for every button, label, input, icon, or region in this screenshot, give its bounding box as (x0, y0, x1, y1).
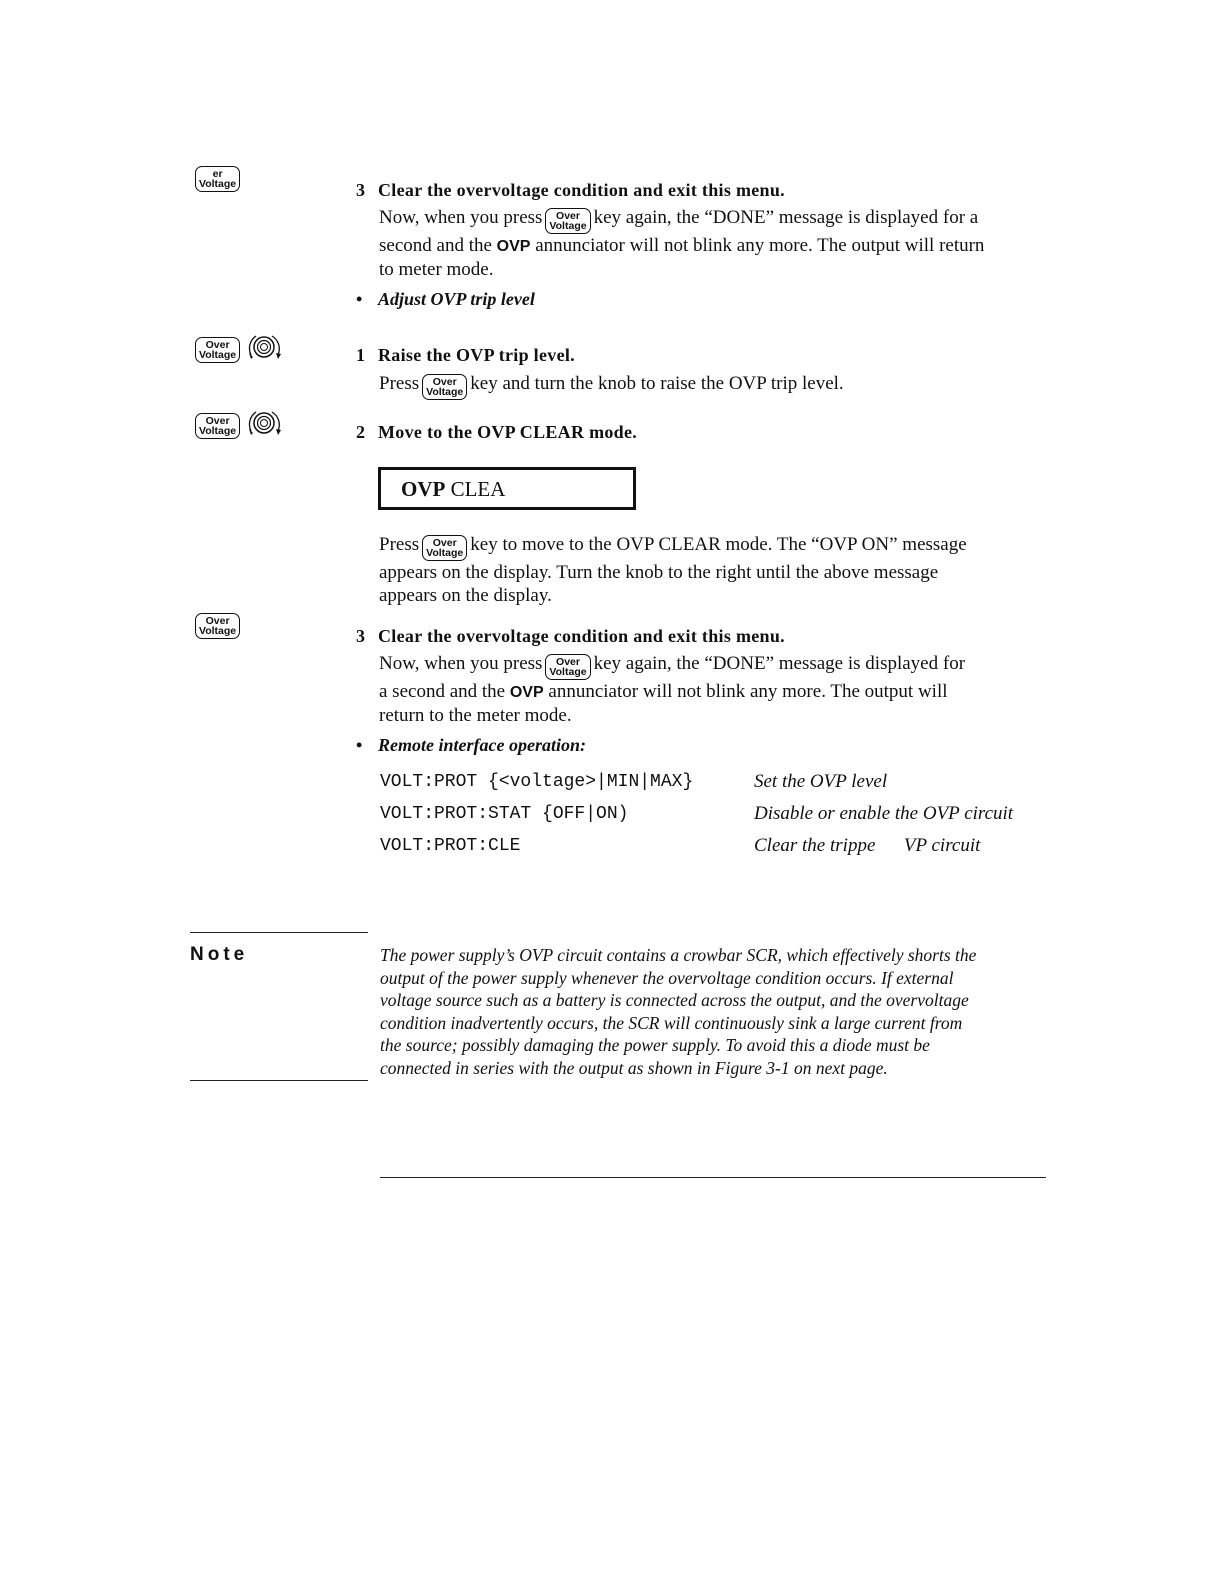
over-voltage-key-icon: Over Voltage (545, 654, 590, 680)
over-voltage-key-icon: Over Voltage (422, 535, 467, 561)
note-label: Note (190, 944, 249, 965)
over-voltage-key-icon: Over Voltage (195, 337, 240, 363)
note-bottom-rule (190, 1080, 368, 1081)
rotary-knob-icon (244, 333, 286, 363)
command-syntax: VOLT:PROT:CLE (380, 836, 521, 856)
over-voltage-key-icon: Over Voltage (545, 208, 590, 234)
over-voltage-knob-group (195, 333, 286, 363)
step-body: Now, when you press Over Voltage key again, the “DONE” message is displayed for a second and the OVP annunciator will not blink any more. The output will return to the meter mode. (379, 653, 966, 726)
step-heading: 3 Clear the overvoltage condition and exit this menu. (356, 626, 785, 646)
note-top-rule (190, 932, 368, 933)
step-heading: 3 Clear the overvoltage condition and exit this menu. (356, 180, 785, 200)
rotary-knob-icon (244, 409, 286, 439)
ovp-annunciator-label: OVP (509, 684, 544, 701)
note-text: The power supply’s OVP circuit contains a crowbar SCR, which effectively shorts the output of the power supply whenever the overvoltage condition occurs. If external voltage source such as a battery is connected across the output, and the overvoltage condition inadvertently occurs, the SCR will continuously sink a large current from the source; possibly damaging the power supply. To avoid this a diode must be connected in series with the output as shown in Figure 3-1 on next page. (380, 945, 977, 1078)
bullet-heading: • Remote interface operation: (356, 735, 586, 755)
command-description: Set the OVP level (754, 771, 888, 792)
command-syntax: VOLT:PROT {<voltage>|MIN|MAX} (380, 772, 694, 792)
display-readout: OVP CLEA (378, 467, 636, 510)
command-syntax: VOLT:PROT:STAT {OFF|ON) (380, 804, 629, 824)
step-heading: 2 Move to the OVP CLEAR mode. (356, 422, 638, 442)
bullet-heading: • Adjust OVP trip level (356, 289, 535, 309)
page-bottom-rule (380, 1177, 1046, 1178)
command-description: Disable or enable the OVP circuit (754, 803, 1014, 824)
over-voltage-key-icon: Over Voltage (195, 613, 240, 639)
step-heading: 1 Raise the OVP trip level. (356, 345, 575, 365)
step-body: Press Over Voltage key and turn the knob to raise the OVP trip level. (379, 373, 844, 398)
command-description: Clear the trippe VP circuit (754, 835, 981, 856)
over-voltage-key-icon: Over Voltage (195, 413, 240, 439)
over-voltage-key-icon: er Voltage (195, 166, 240, 192)
over-voltage-key-icon: Over Voltage (422, 374, 467, 400)
step-body: Now, when you press Over Voltage key again, the “DONE” message is displayed for a second and the OVP annunciator will not blink any more. The output will return to meter mode. (379, 207, 985, 280)
step-body: Press Over Voltage key to move to the OVP CLEAR mode. The “OVP ON” message appears on the display. Turn the knob to the right until the above message appears on the display. (379, 534, 967, 606)
ovp-annunciator-label: OVP (496, 238, 531, 255)
over-voltage-knob-group (195, 409, 286, 439)
